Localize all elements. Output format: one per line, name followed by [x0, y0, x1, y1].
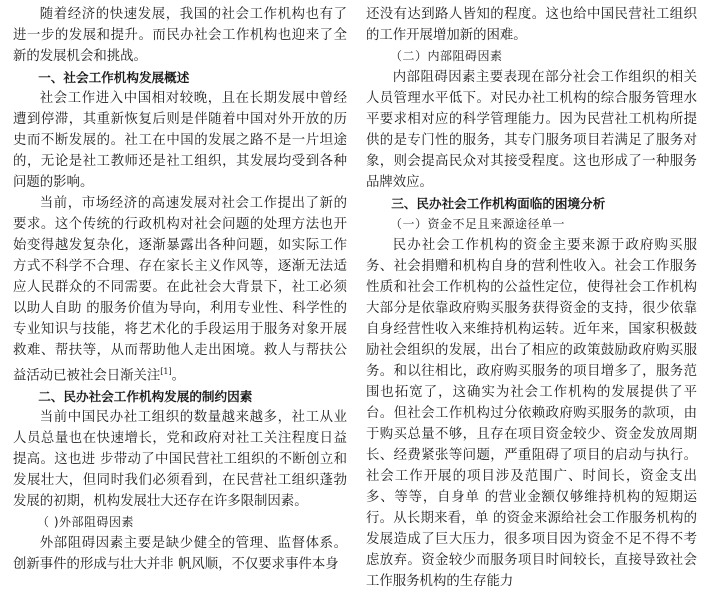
subheading-internal: （二）内部阻碍因素: [390, 49, 503, 63]
section-heading-2: 二、民办社会工作机构发展的制约因素: [38, 389, 253, 405]
left-column: [13, 4, 347, 575]
citation-ref: [1]: [160, 367, 172, 376]
section-heading-1: 一、社会工作机构发展概述: [38, 70, 190, 85]
intro-paragraph: 随着经济的快速发展，我国的社会工作机构也有了进一步的发展和提升。而民办社会工作机构也迎来了全新的发展机会和挑战。: [13, 7, 347, 64]
subheading-funding: （一）资金不足且来源途径单一: [390, 217, 566, 231]
external-paragraph: 外部阻碍因素主要是缺少健全的管理、监督体系。创新事件的形成与壮大并非 帆风顺，不仅要求事件本身: [13, 536, 347, 573]
section-heading-3: 三、民办社会工作机构面临的困境分析: [391, 196, 606, 211]
subheading-external: （ )外部阻碍因素: [37, 515, 134, 530]
right-column: [366, 4, 697, 592]
overview-paragraph-2-text: 当前，市场经济的高速发展对社会工作提出了新的要求。这个传统的行政机构对社会问题的处理方法也开始变得越发复杂化，逐渐暴露出各种问题，如实际工作方式不科学不合理、存在家长主义作风等，逐渐无法适应人民群众的不同需要。在此社会大背景下，社工必须以助人自助 的服务价值为导向，利用专业性、科学性的专业知识与技能，将艺术化的手段运用于服务对象开展救难、帮扶等，从而帮助他人走出困境。救人与帮扶公益活动已被社会日渐关注: [13, 196, 347, 384]
continued-paragraph: 还没有达到路人皆知的程度。这也给中国民营社工组织的工作开展增加新的困难。: [366, 7, 697, 43]
funding-paragraph: 民办社会工作机构的资金主要来源于政府购买服务、社会捐赠和机构自身的营利性收入。社会工作服务性质和社会工作机构的公益性定位，使得社会工作机构大部分是依靠政府购买服务获得资金的支持，很少依靠自身经营性收入来维持机构运转。近年来，国家积极鼓励社会组织的发展，出台了相应的政策鼓励政府购买服务。和以往相比，政府购买服务的项目增多了，服务范围也拓宽了，这确实为社会工作机构的发展提供了平台。但社会工作机构过分依赖政府购买服务的款项，由于购买总量不够，且存在项目资金较少、资金发放周期长、经费紧张等问题，严重阻碍了项目的启动与执行。社会工作开展的项目涉及范围广、时间长，资金支出多、等等，自身单 的营业金额仅够维持机构的短期运行。从长期来看，单 的资金来源给社会工作服务机构的发展造成了巨大压力，很多项目因为资金不足不得不考虑放弃。资金较少而服务项目时间较长，直接导致社会工作服务机构的生存能力: [366, 238, 697, 589]
overview-paragraph-1: 社会工作进入中国相对较晚，且在长期发展中曾经遭到停滞，其重新恢复后则是伴随着中国对外开放的历史而不断发展的。社工在中国的发展之路不是一片坦途的，无论是社工教师还是社工组织，其发展均受到各种问题的影响。: [13, 91, 347, 190]
overview-paragraph-2-end: 。: [171, 368, 186, 384]
internal-paragraph: 内部阻碍因素主要表现在部分社会工作组织的相关人员管理水平低下。对民办社工机构的综合服务管理水平要求相对应的科学管理能力。因为民营社工机构所提供的是专门性的服务，其专门服务项目若满足了服务对象，则会提高民众对其接受程度。这也形成了一种服务品牌效应。: [366, 70, 697, 190]
constraints-paragraph: 当前中国民办社工组织的数量越来越多，社工从业人员总量也在快速增长，党和政府对社工关注程度日益提高。这也进 步带动了中国民营社工组织的不断创立和发展壮大，但同时我们必须看到，在民营社工组织蓬勃发展的初期，机构发展壮大还存在许多限制因素。: [13, 410, 347, 510]
overview-paragraph-2: [13, 193, 347, 386]
